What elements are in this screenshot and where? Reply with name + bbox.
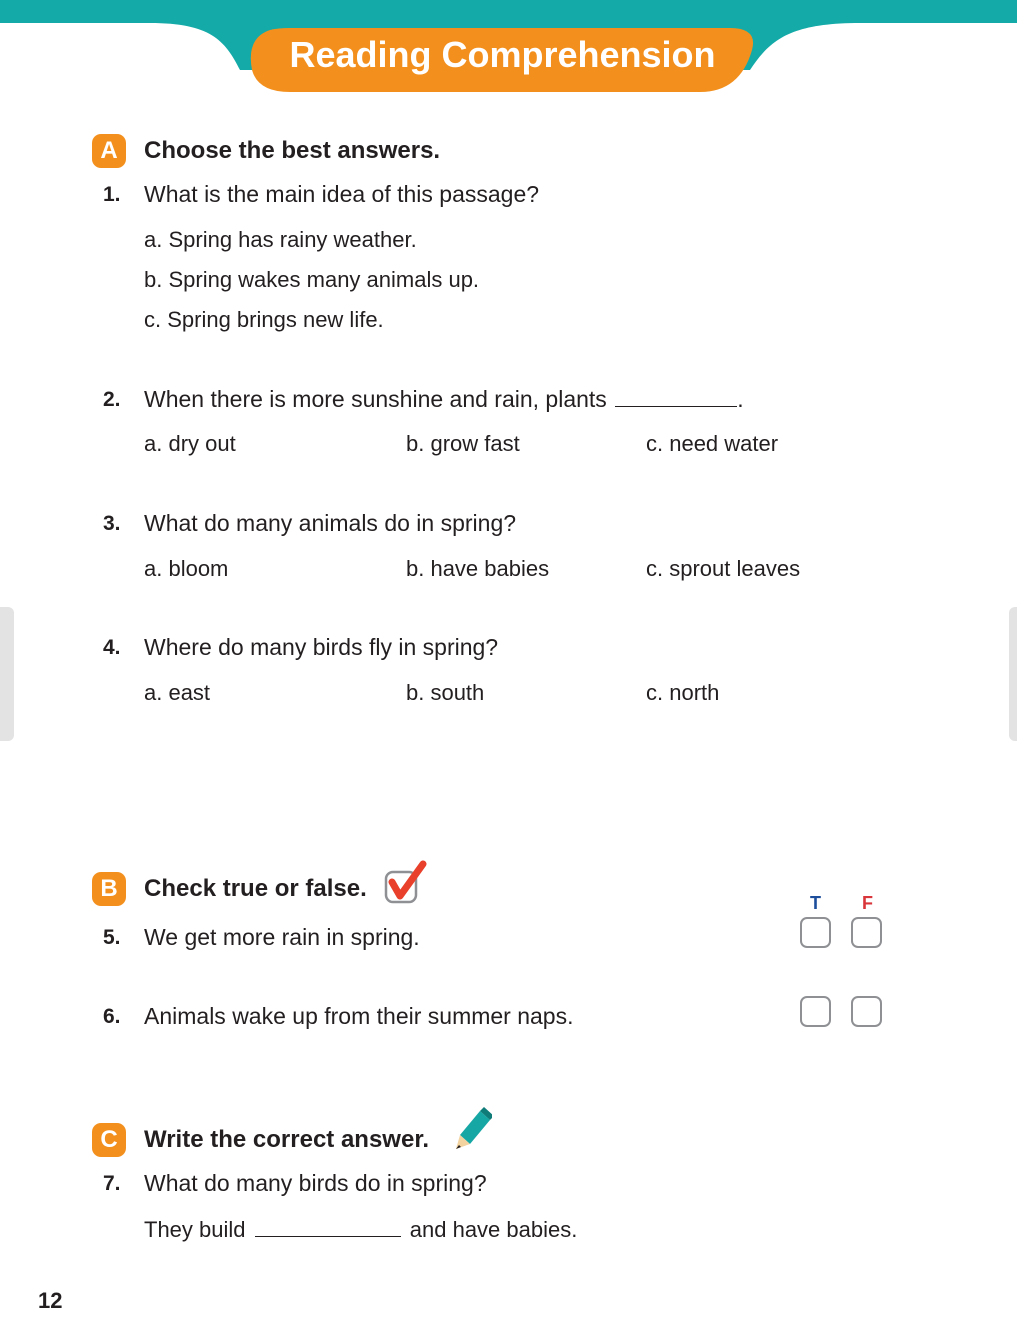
question-4-number: 4.: [103, 636, 121, 659]
question-1-text: What is the main idea of this passage?: [144, 181, 540, 207]
question-2-text: When there is more sunshine and rain, plants: [144, 386, 607, 412]
section-c-title: Write the correct answer.: [144, 1126, 429, 1153]
statement-5-text: We get more rain in spring.: [144, 924, 420, 950]
true-column-label: T: [810, 893, 821, 913]
question-2-suffix: .: [737, 386, 744, 412]
question-7-answer-line: [144, 1216, 577, 1243]
question-4-option-a[interactable]: a. east: [144, 680, 211, 705]
left-page-tab: [0, 607, 14, 741]
section-b-badge: B: [92, 872, 126, 906]
question-2-number: 2.: [103, 388, 121, 411]
question-7-blank[interactable]: [255, 1216, 401, 1237]
question-3-number: 3.: [103, 512, 121, 535]
answer-prefix: They build: [144, 1217, 246, 1242]
question-1-number: 1.: [103, 183, 121, 206]
question-4-option-b[interactable]: b. south: [406, 680, 485, 705]
page-number: 12: [38, 1288, 63, 1313]
section-a-title: Choose the best answers.: [144, 137, 441, 164]
false-column-label: F: [862, 893, 873, 913]
question-3-option-b[interactable]: b. have babies: [406, 556, 550, 581]
question-4-option-c[interactable]: c. north: [646, 680, 720, 705]
question-7-text: What do many birds do in spring?: [144, 1170, 487, 1196]
right-page-tab: [1009, 607, 1017, 741]
question-1-option-a[interactable]: a. Spring has rainy weather.: [144, 227, 417, 252]
question-2-option-a[interactable]: a. dry out: [144, 431, 236, 456]
statement-6-text: Animals wake up from their summer naps.: [144, 1003, 574, 1029]
statement-5-false-checkbox[interactable]: [851, 917, 882, 948]
question-2-line: [144, 386, 744, 413]
section-a-badge: A: [92, 134, 126, 168]
question-1-option-b[interactable]: b. Spring wakes many animals up.: [144, 267, 480, 292]
answer-suffix: and have babies.: [409, 1217, 578, 1242]
statement-6-false-checkbox[interactable]: [851, 996, 882, 1027]
question-2-blank[interactable]: [615, 386, 737, 407]
question-4-text: Where do many birds fly in spring?: [144, 634, 499, 660]
statement-5-true-checkbox[interactable]: [800, 917, 831, 948]
question-3-option-c[interactable]: c. sprout leaves: [646, 556, 801, 581]
section-b-title: Check true or false.: [144, 875, 367, 902]
question-2-option-c[interactable]: c. need water: [646, 431, 779, 456]
checkbox-check-icon: [383, 860, 429, 906]
section-c-badge: C: [92, 1123, 126, 1157]
question-7-number: 7.: [103, 1172, 121, 1195]
pencil-icon: [450, 1105, 492, 1151]
statement-5-number: 5.: [103, 926, 121, 949]
page-title: Reading Comprehension: [289, 34, 716, 75]
question-1-option-c[interactable]: c. Spring brings new life.: [144, 307, 384, 332]
statement-6-true-checkbox[interactable]: [800, 996, 831, 1027]
question-3-option-a[interactable]: a. bloom: [144, 556, 229, 581]
question-2-option-b[interactable]: b. grow fast: [406, 431, 520, 456]
question-3-text: What do many animals do in spring?: [144, 510, 517, 536]
statement-6-number: 6.: [103, 1005, 121, 1028]
